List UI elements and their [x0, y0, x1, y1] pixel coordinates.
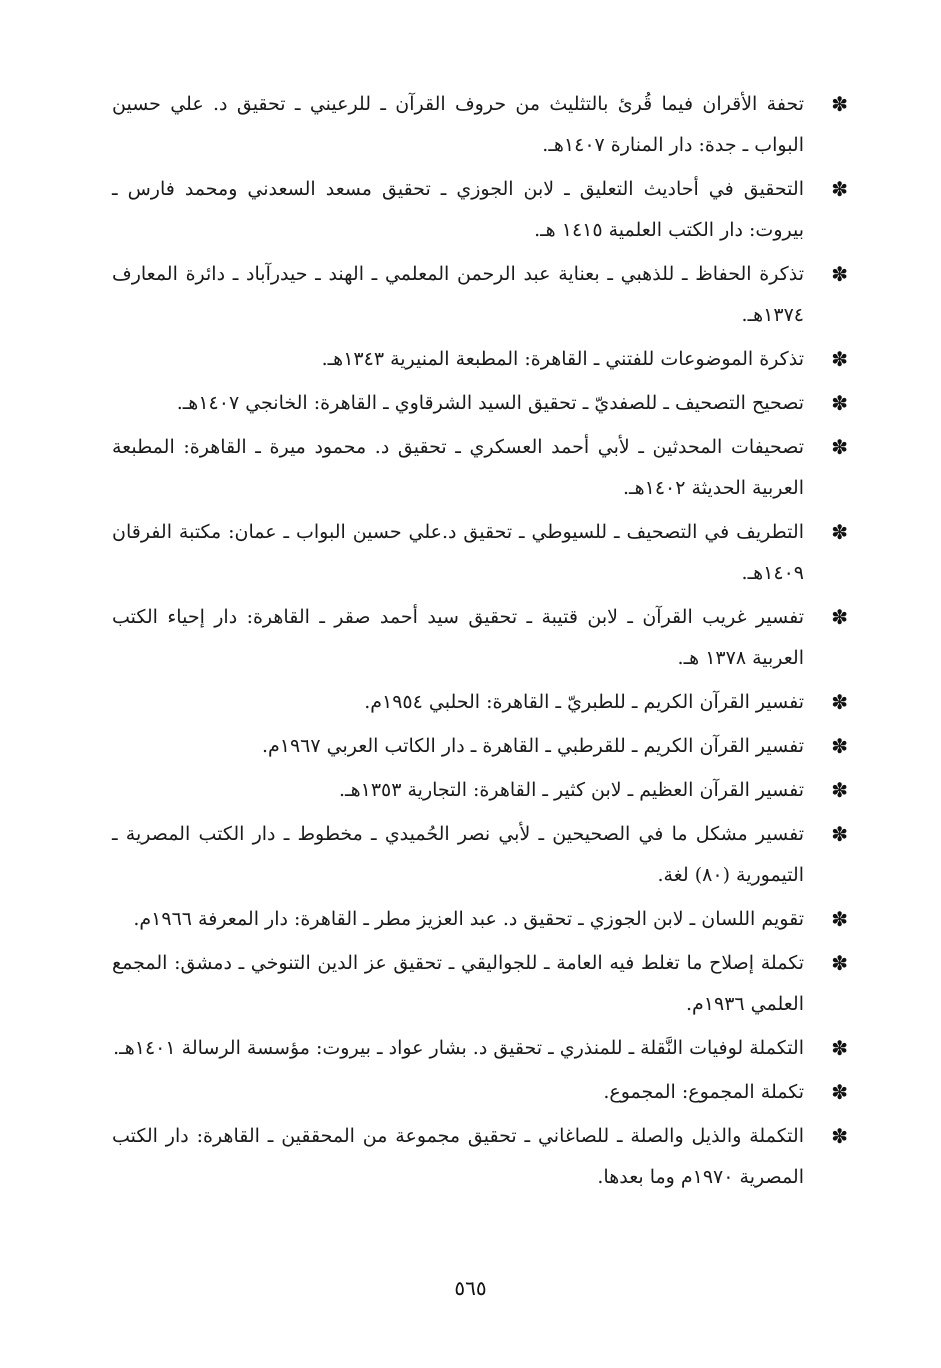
asterisk-bullet-icon: ✽ — [831, 778, 848, 802]
asterisk-bullet-icon: ✽ — [831, 690, 848, 714]
asterisk-bullet-icon: ✽ — [831, 391, 848, 415]
entry-text: تكملة المجموع: المجموع. — [603, 1081, 804, 1103]
asterisk-bullet-icon: ✽ — [831, 92, 848, 116]
entry-text: تكملة إصلاح ما تغلط فيه العامة ـ للجواليقي ـ تحقيق عز الدين التنوخي ـ دمشق: المجمع العلمي ١٩٣٦م. — [112, 952, 804, 1015]
asterisk-bullet-icon: ✽ — [831, 951, 848, 975]
entry-text: تقويم اللسان ـ لابن الجوزي ـ تحقيق د. عبد العزيز مطر ـ القاهرة: دار المعرفة ١٩٦٦م. — [133, 908, 804, 930]
asterisk-bullet-icon: ✽ — [831, 734, 848, 758]
bibliography-entry — [112, 254, 848, 336]
entry-text: تصحيفات المحدثين ـ لأبي أحمد العسكري ـ تحقيق د. محمود ميرة ـ القاهرة: المطبعة العربية الحديثة ١٤٠٢هـ. — [112, 436, 804, 499]
asterisk-bullet-icon: ✽ — [831, 347, 848, 371]
bibliography-entry — [112, 726, 848, 767]
entry-text: التكملة والذيل والصلة ـ للصاغاني ـ تحقيق مجموعة من المحققين ـ القاهرة: دار الكتب المصرية ١٩٧٠م وما بعدها. — [112, 1125, 804, 1188]
bibliography-entry — [112, 383, 848, 424]
bibliography-entry — [112, 512, 848, 594]
bibliography-entry — [112, 339, 848, 380]
entry-text: تصحيح التصحيف ـ للصفديّ ـ تحقيق السيد الشرقاوي ـ القاهرة: الخانجي ١٤٠٧هـ. — [176, 392, 804, 414]
bibliography-entry — [112, 1028, 848, 1069]
asterisk-bullet-icon: ✽ — [831, 262, 848, 286]
asterisk-bullet-icon: ✽ — [831, 605, 848, 629]
asterisk-bullet-icon: ✽ — [831, 1036, 848, 1060]
bibliography-entry — [112, 1116, 848, 1198]
bibliography-entry — [112, 84, 848, 166]
entry-text: تحفة الأقران فيما قُرئ بالتثليث من حروف القرآن ـ للرعيني ـ تحقيق د. علي حسين البواب ـ جدة: دار المنارة ١٤٠٧هـ. — [112, 93, 804, 156]
asterisk-bullet-icon: ✽ — [831, 907, 848, 931]
entry-text: تفسير غريب القرآن ـ لابن قتيبة ـ تحقيق سيد أحمد صقر ـ القاهرة: دار إحياء الكتب العربية ١٣٧٨ هـ. — [112, 606, 804, 669]
entry-text: تفسير القرآن العظيم ـ لابن كثير ـ القاهرة: التجارية ١٣٥٣هـ. — [338, 779, 804, 801]
entry-text: التكملة لوفيات النَّقلة ـ للمنذري ـ تحقيق د. بشار عواد ـ بيروت: مؤسسة الرسالة ١٤٠١هـ. — [113, 1037, 804, 1059]
bibliography-entry — [112, 1072, 848, 1113]
bibliography-entry — [112, 427, 848, 509]
asterisk-bullet-icon: ✽ — [831, 1080, 848, 1104]
entry-text: تذكرة الموضوعات للفتني ـ القاهرة: المطبعة المنيرية ١٣٤٣هـ. — [321, 348, 804, 370]
bibliography-page — [112, 84, 848, 1284]
bibliography-entry — [112, 943, 848, 1025]
entry-text: تفسير مشكل ما في الصحيحين ـ لأبي نصر الحُميدي ـ مخطوط ـ دار الكتب المصرية ـ التيمورية (٨٠) لغة. — [112, 823, 804, 886]
bibliography-entry — [112, 682, 848, 723]
entry-text: التحقيق في أحاديث التعليق ـ لابن الجوزي ـ تحقيق مسعد السعدني ومحمد فارس ـ بيروت: دار الكتب العلمية ١٤١٥ هـ. — [112, 178, 804, 241]
bibliography-entry — [112, 899, 848, 940]
asterisk-bullet-icon: ✽ — [831, 822, 848, 846]
bibliography-entry — [112, 169, 848, 251]
bibliography-entry — [112, 814, 848, 896]
entry-text: تذكرة الحفاظ ـ للذهبي ـ بعناية عبد الرحمن المعلمي ـ الهند ـ حيدرآباد ـ دائرة المعارف ١٣٧٤هـ. — [112, 263, 804, 326]
asterisk-bullet-icon: ✽ — [831, 520, 848, 544]
asterisk-bullet-icon: ✽ — [831, 1124, 848, 1148]
bibliography-entry — [112, 597, 848, 679]
entry-text: تفسير القرآن الكريم ـ للطبريّ ـ القاهرة: الحلبي ١٩٥٤م. — [364, 691, 804, 713]
entry-text: تفسير القرآن الكريم ـ للقرطبي ـ القاهرة ـ دار الكاتب العربي ١٩٦٧م. — [261, 735, 804, 757]
bibliography-entry — [112, 770, 848, 811]
asterisk-bullet-icon: ✽ — [831, 177, 848, 201]
page-number: ٥٦٥ — [454, 1276, 487, 1300]
asterisk-bullet-icon: ✽ — [831, 435, 848, 459]
entry-text: التطريف في التصحيف ـ للسيوطي ـ تحقيق د.علي حسين البواب ـ عمان: مكتبة الفرقان ١٤٠٩هـ. — [112, 521, 804, 584]
